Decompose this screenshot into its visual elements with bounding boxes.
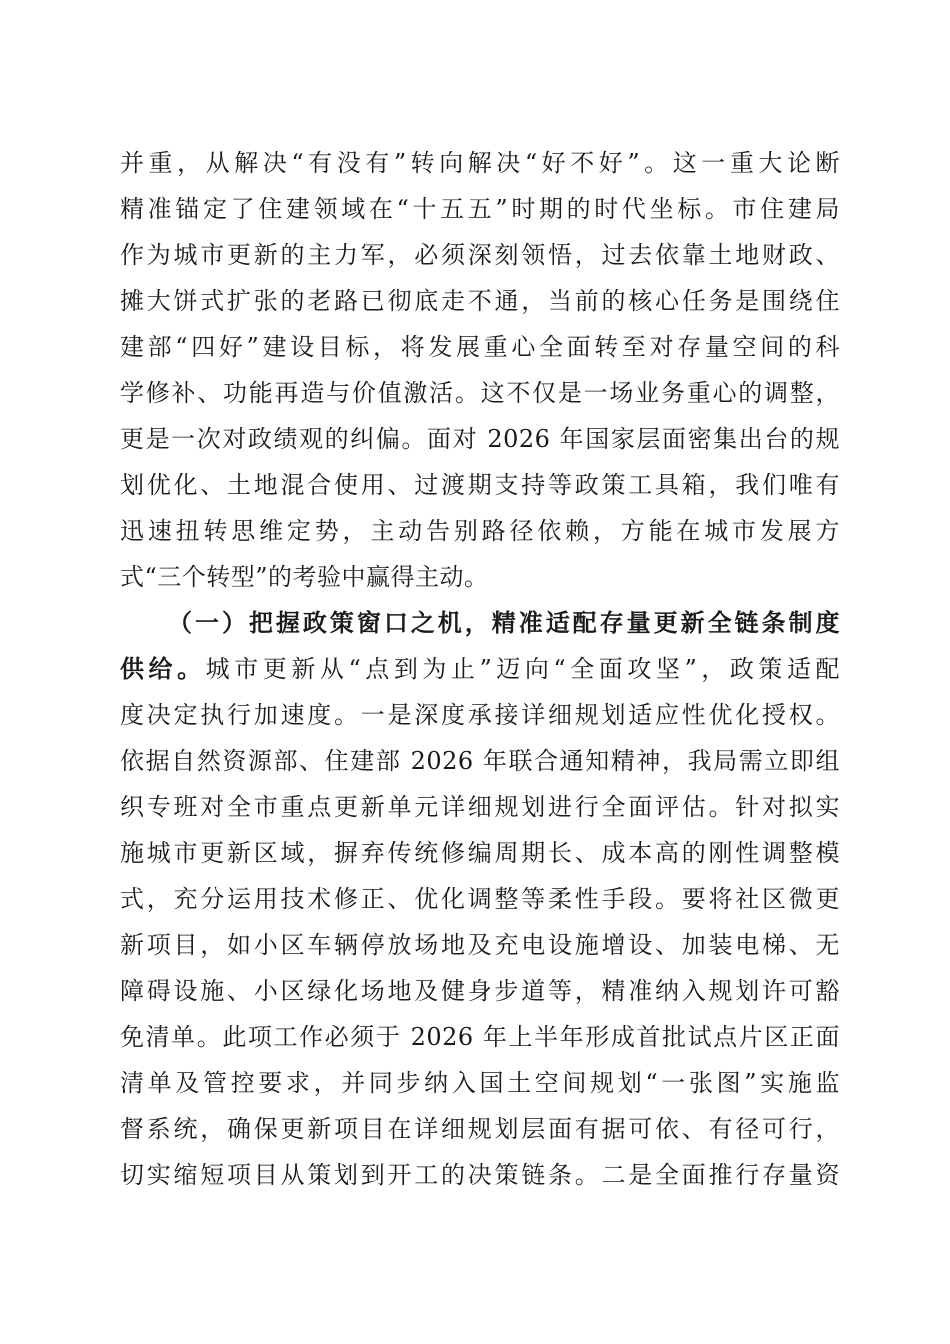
paragraph-line: 并重，从解决“有没有”转向解决“好不好”。这一重大论断 [120, 149, 840, 177]
section-line: 依据自然资源部、住建部 2026 年联合通知精神，我局需立即组 [120, 747, 840, 775]
paragraph-line: 精准锚定了住建领域在“十五五”时期的时代坐标。市住建局 [120, 195, 840, 223]
section-heading-continuation [120, 649, 840, 689]
paragraph-line: 学修补、功能再造与价值激活。这不仅是一场业务重心的调整， [120, 379, 840, 407]
paragraph-line: 更是一次对政绩观的纠偏。面对 2026 年国家层面密集出台的规 [120, 425, 840, 453]
section-heading-end: 供给。 [120, 654, 206, 683]
section-line: 障碍设施、小区绿化场地及健身步道等，精准纳入规划许可豁 [120, 977, 840, 1005]
paragraph-line: 迅速扭转思维定势，主动告别路径依赖，方能在城市发展方 [120, 517, 840, 545]
section-body-start: 城市更新从“点到为止”迈向“全面攻坚”，政策适配 [205, 655, 841, 683]
section-line: 新项目，如小区车辆停放场地及充电设施增设、加装电梯、无 [120, 931, 840, 959]
paragraph-line: 作为城市更新的主力军，必须深刻领悟，过去依靠土地财政、 [120, 241, 840, 269]
paragraph-line: 摊大饼式扩张的老路已彻底走不通，当前的核心任务是围绕住 [120, 287, 840, 315]
section-heading: （一）把握政策窗口之机，精准适配存量更新全链条制度 [168, 608, 840, 637]
section-line: 清单及管控要求，并同步纳入国土空间规划“一张图”实施监 [120, 1069, 840, 1097]
section-line: 督系统，确保更新项目在详细规划层面有据可依、有径可行， [120, 1115, 840, 1143]
paragraph-line: 式“三个转型”的考验中赢得主动。 [120, 563, 489, 591]
section-line: 度决定执行加速度。一是深度承接详细规划适应性优化授权。 [120, 701, 840, 729]
section-line: 施城市更新区域，摒弃传统修编周期长、成本高的刚性调整模 [120, 839, 840, 867]
paragraph-line: 划优化、土地混合使用、过渡期支持等政策工具箱，我们唯有 [120, 471, 840, 499]
section-line: 织专班对全市重点更新单元详细规划进行全面评估。针对拟实 [120, 793, 840, 821]
section-line: 式，充分运用技术修正、优化调整等柔性手段。要将社区微更 [120, 885, 840, 913]
section-line: 切实缩短项目从策划到开工的决策链条。二是全面推行存量资 [120, 1161, 840, 1189]
section-line: 免清单。此项工作必须于 2026 年上半年形成首批试点片区正面 [120, 1023, 840, 1051]
paragraph-line: 建部“四好”建设目标，将发展重心全面转至对存量空间的科 [120, 333, 840, 361]
